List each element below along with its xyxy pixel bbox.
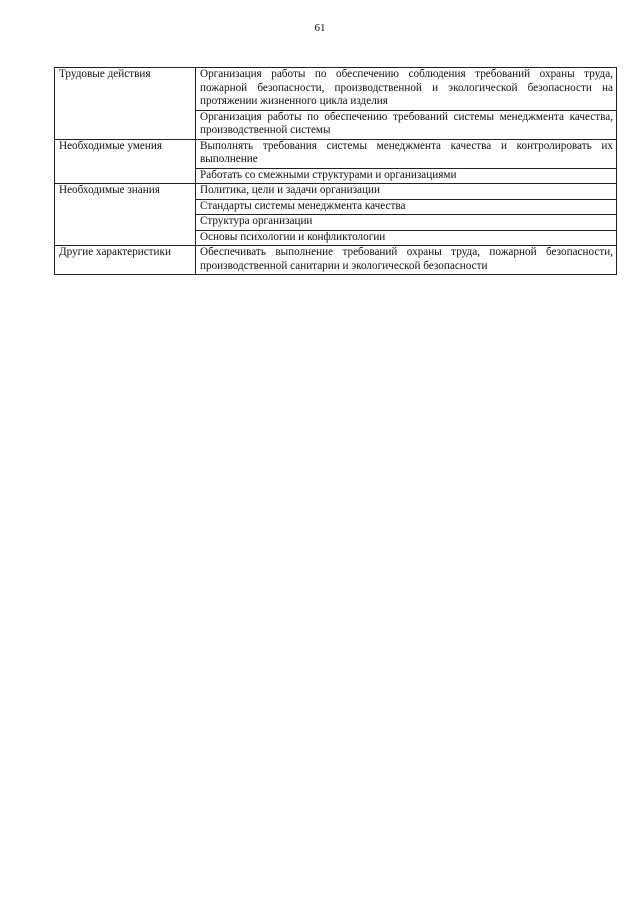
row-label-other-characteristics: Другие характеристики [55,246,196,275]
table-cell: Выполнять требования системы менеджмента качества и контролировать их выполнение [196,139,617,168]
page-number: 61 [314,22,326,34]
requirements-table [54,67,617,275]
row-label-labor-actions: Трудовые действия [55,68,196,140]
row-label-required-knowledge: Необходимые знания [55,184,196,246]
table-cell: Организация работы по обеспечению соблюдения требований охраны труда, пожарной безопасности, производственной и экологической безопасности на протяжении жизненного цикла изделия [196,68,617,111]
table-cell: Структура организации [196,215,617,231]
table-row [55,68,617,111]
table-cell: Стандарты системы менеджмента качества [196,199,617,215]
table-cell: Обеспечивать выполнение требований охраны труда, пожарной безопасности, производственной санитарии и экологической безопасности [196,246,617,275]
table-row [55,246,617,275]
table-cell: Организация работы по обеспечению требований системы менеджмента качества, производственной системы [196,110,617,139]
table-cell: Основы психологии и конфликтологии [196,230,617,246]
table-cell: Работать со смежными структурами и организациями [196,168,617,184]
row-label-required-skills: Необходимые умения [55,139,196,184]
table-cell: Политика, цели и задачи организации [196,184,617,200]
table-row [55,184,617,200]
table-row [55,139,617,168]
